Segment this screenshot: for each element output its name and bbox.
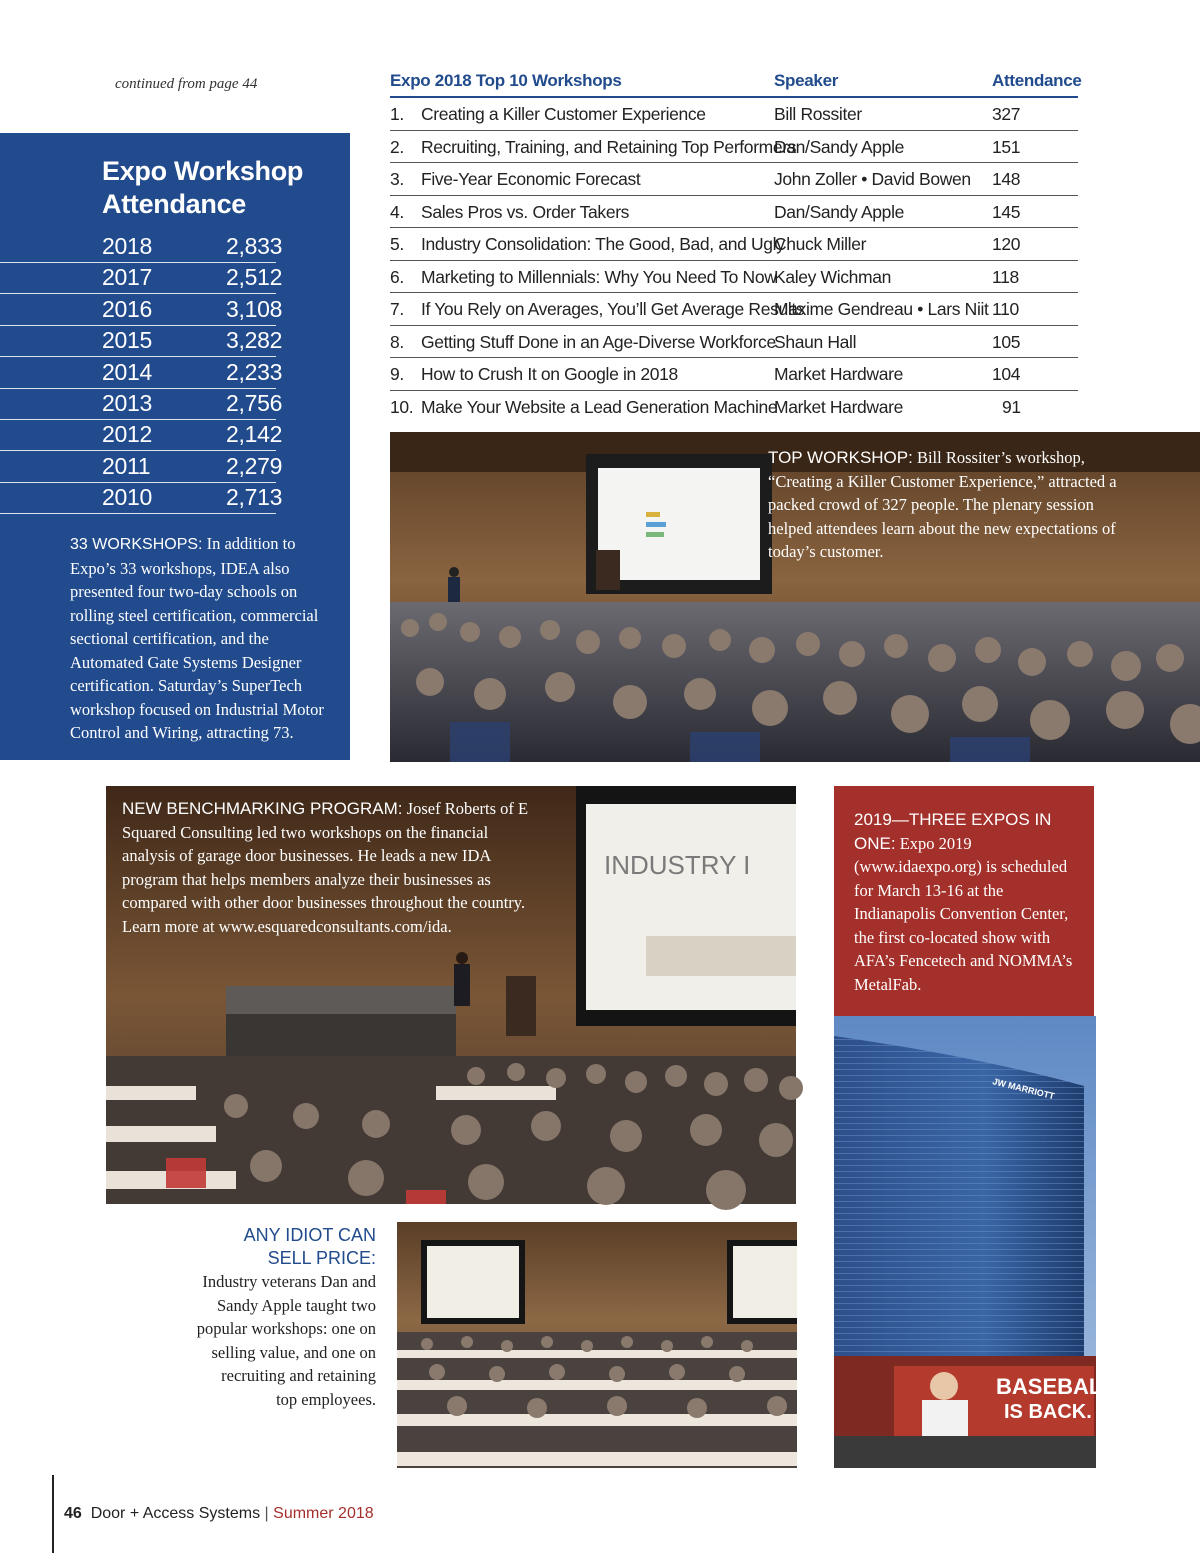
caption-top-workshop-body: Bill Rossiter’s workshop, “Creating a Killer Customer Experience,” attracted a packed crowd of 327 people. The plenary session helped attendees learn about the new expectations of today’s customer. xyxy=(768,448,1117,561)
page-footer xyxy=(64,1505,374,1523)
attendance-year: 2015 xyxy=(102,327,152,354)
top10-speaker: Shaun Hall xyxy=(774,331,857,352)
slide-text: INDUSTRY I xyxy=(604,850,751,880)
attendance-row xyxy=(0,419,283,451)
caption-top-workshop xyxy=(768,446,1118,564)
top10-workshop-title: How to Crush It on Google in 2018 xyxy=(421,364,678,384)
attendance-year: 2013 xyxy=(102,390,152,416)
attendance-value: 2,233 xyxy=(226,358,283,385)
attendance-value: 3,282 xyxy=(226,327,283,354)
hotel-sign: JW MARRIOTT xyxy=(991,1076,1056,1102)
attendance-year: 2018 xyxy=(102,233,152,259)
attendance-value: 2,833 xyxy=(226,233,283,259)
attendance-year: 2012 xyxy=(102,421,152,448)
top10-row xyxy=(390,293,1078,326)
attendance-note-lead: 33 WORKSHOPS: xyxy=(70,536,203,553)
caption-benchmarking-body: Josef Roberts of E Squared Consulting led two workshops on the financial analysis of garage door businesses. He leads a new IDA program that helps members analyze their businesses as compared with other door businesses throughout the country. Learn more at www.esquaredconsultants.com/ida. xyxy=(122,799,529,936)
attendance-row xyxy=(0,294,283,326)
top10-body xyxy=(390,98,1078,422)
top10-workshop-title: Industry Consolidation: The Good, Bad, and Ugly xyxy=(421,234,785,254)
attendance-row xyxy=(0,325,283,357)
photo-any-idiot-image xyxy=(397,1222,797,1468)
expo-2019-box xyxy=(834,786,1094,1016)
attendance-year: 2016 xyxy=(102,295,152,322)
footer-rule xyxy=(52,1475,54,1553)
top10-workshop-title: Make Your Website a Lead Generation Machine xyxy=(421,396,778,417)
top10-attendance: 104 xyxy=(992,364,1021,384)
caption-any-idiot-head: ANY IDIOT CAN SELL PRICE: xyxy=(243,1225,376,1268)
caption-any-idiot-body: Industry veterans Dan and Sandy Apple taught two popular workshops: one on selling value, and one on recruiting and retaining top employees. xyxy=(196,1272,376,1409)
attendance-year: 2010 xyxy=(102,484,152,511)
page-number: 46 xyxy=(64,1505,82,1522)
top10-row xyxy=(390,131,1078,164)
top10-rank: 10. xyxy=(390,396,414,417)
billboard-line1: BASEBALL xyxy=(996,1374,1116,1399)
top10-speaker: Chuck Miller xyxy=(774,234,867,254)
top10-rank: 5. xyxy=(390,234,404,254)
magazine-name: Door + Access Systems xyxy=(90,1505,261,1522)
attendance-row xyxy=(0,357,283,389)
caption-benchmarking xyxy=(122,797,542,938)
top10-workshop-title: Five-Year Economic Forecast xyxy=(421,169,641,189)
attendance-value: 3,108 xyxy=(226,295,283,322)
top10-workshop-title: Sales Pros vs. Order Takers xyxy=(421,201,630,222)
top10-speaker: Maxime Gendreau • Lars Niit xyxy=(774,299,989,319)
top10-row xyxy=(390,391,1078,423)
top10-speaker: Kaley Wichman xyxy=(774,266,892,287)
top10-rank: 4. xyxy=(390,201,404,222)
top10-rank: 3. xyxy=(390,169,404,189)
attendance-row xyxy=(0,231,283,263)
attendance-value: 2,142 xyxy=(226,421,283,448)
top10-row xyxy=(390,261,1078,294)
attendance-note xyxy=(70,532,335,745)
attendance-value: 2,756 xyxy=(226,390,283,416)
expo-2019-text xyxy=(854,808,1084,996)
continued-note: continued from page 44 xyxy=(115,76,258,92)
top10-speaker: John Zoller • David Bowen xyxy=(774,169,971,189)
photo-jw-marriott-image xyxy=(834,1016,1116,1468)
attendance-row xyxy=(0,262,283,294)
top10-speaker: Market Hardware xyxy=(774,396,903,417)
top10-workshop-title: Marketing to Millennials: Why You Need To Now xyxy=(421,266,777,287)
top10-header-attendance: Attendance xyxy=(992,71,1082,90)
issue-date: Summer 2018 xyxy=(273,1505,374,1522)
top10-rank: 1. xyxy=(390,104,404,124)
top10-attendance: 120 xyxy=(992,234,1021,254)
attendance-year: 2011 xyxy=(102,452,151,479)
top10-header-title: Expo 2018 Top 10 Workshops xyxy=(390,71,622,90)
top10-attendance: 145 xyxy=(992,201,1021,222)
attendance-row xyxy=(0,482,283,514)
expo-2019-lead: 2019—THREE EXPOS IN ONE: xyxy=(854,810,1052,853)
billboard-line2: IS BACK. xyxy=(1004,1401,1092,1423)
top10-row xyxy=(390,163,1078,196)
photo-any-idiot xyxy=(397,1222,797,1468)
top10-attendance: 327 xyxy=(992,104,1021,124)
caption-benchmarking-lead: NEW BENCHMARKING PROGRAM: xyxy=(122,799,403,818)
top10-rank: 9. xyxy=(390,364,404,384)
top10-workshop-title: If You Rely on Averages, You’ll Get Average Results xyxy=(421,299,805,319)
attendance-title-line1: Expo Workshop xyxy=(102,156,304,186)
top10-header-speaker: Speaker xyxy=(774,71,839,90)
attendance-row xyxy=(0,451,283,483)
attendance-note-body: In addition to Expo’s 33 workshops, IDEA also presented four two-day schools on rolling steel certification, commercial sectional certification, and the Automated Gate Systems Designer certification. Saturday’s SuperTech workshop focused on Industrial Motor Control and Wiring, attracting 73. xyxy=(70,534,324,742)
attendance-year: 2017 xyxy=(102,264,152,291)
caption-top-workshop-lead: TOP WORKSHOP: xyxy=(768,448,913,467)
attendance-panel xyxy=(0,133,350,760)
attendance-row xyxy=(0,388,283,420)
top10-rank: 2. xyxy=(390,136,404,157)
top10-row xyxy=(390,358,1078,391)
top10-rank: 7. xyxy=(390,299,404,319)
top10-row xyxy=(390,326,1078,359)
top10-row xyxy=(390,98,1078,131)
top10-row xyxy=(390,228,1078,261)
expo-2019-body: Expo 2019 (www.idaexpo.org) is scheduled for March 13-16 at the Indianapolis Convention Center, the first co-located show with AFA’s Fencetech and NOMMA’s MetalFab. xyxy=(854,833,1073,994)
caption-any-idiot xyxy=(196,1224,376,1411)
attendance-title-line2: Attendance xyxy=(102,189,247,219)
top10-workshop-title: Recruiting, Training, and Retaining Top Performers xyxy=(421,136,797,157)
top10-row xyxy=(390,196,1078,229)
top10-header-row xyxy=(390,64,1082,98)
top10-workshop-title: Creating a Killer Customer Experience xyxy=(421,104,706,124)
top10-attendance: 118 xyxy=(992,266,1019,287)
top10-speaker: Bill Rossiter xyxy=(774,104,862,124)
attendance-title xyxy=(102,155,303,221)
footer-separator: | xyxy=(264,1505,269,1522)
top10-attendance: 148 xyxy=(992,169,1021,189)
top10-attendance: 91 xyxy=(1002,396,1021,417)
top10-speaker: Dan/Sandy Apple xyxy=(774,201,904,222)
top10-attendance: 151 xyxy=(992,136,1021,157)
top10-attendance: 110 xyxy=(992,299,1019,319)
top10-speaker: Market Hardware xyxy=(774,364,903,384)
top10-attendance: 105 xyxy=(992,331,1021,352)
top10-workshop-title: Getting Stuff Done in an Age-Diverse Workforce xyxy=(421,331,776,352)
top10-rank: 6. xyxy=(390,266,404,287)
top10-speaker: Dan/Sandy Apple xyxy=(774,136,904,157)
photo-jw-marriott xyxy=(834,1016,1116,1468)
top10-rank: 8. xyxy=(390,331,404,352)
top10-table xyxy=(390,64,1082,422)
attendance-year: 2014 xyxy=(102,358,152,385)
attendance-value: 2,279 xyxy=(226,452,283,479)
attendance-value: 2,512 xyxy=(226,264,283,291)
attendance-value: 2,713 xyxy=(226,484,283,511)
